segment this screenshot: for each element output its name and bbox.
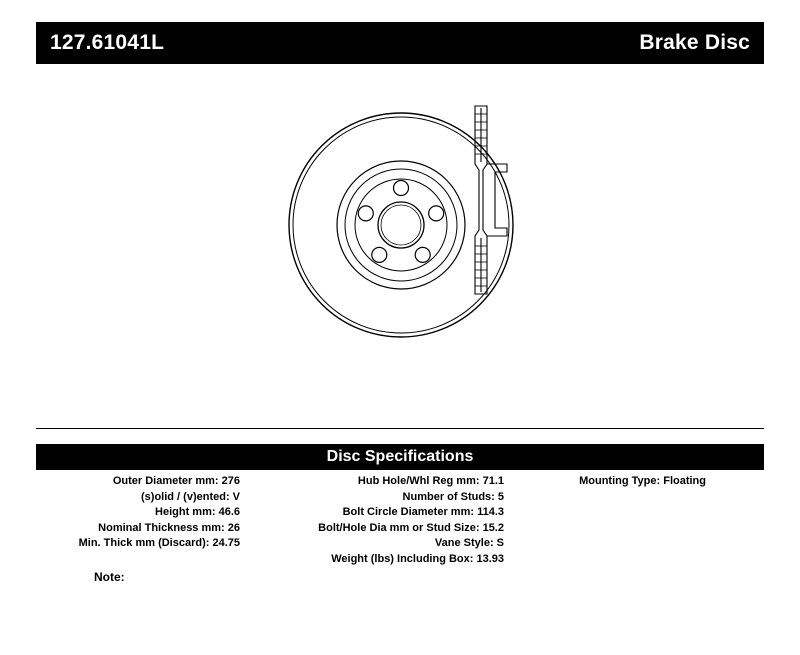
page-title: Brake Disc — [639, 31, 750, 54]
note-label: Note: — [94, 570, 125, 584]
spec-column-left — [36, 474, 252, 552]
header-bar — [36, 22, 764, 64]
spec-item: Bolt/Hole Dia mm or Stud Size: 15.2 — [318, 521, 504, 534]
technical-drawing — [36, 72, 764, 412]
spec-item: Mounting Type: Floating — [579, 475, 706, 487]
disc-specifications-columns — [36, 474, 764, 567]
spec-item: Height mm: 46.6 — [155, 506, 240, 518]
spec-column-right — [512, 474, 764, 490]
spec-item: Number of Studs: 5 — [402, 490, 504, 503]
disc-specifications-bar — [36, 444, 764, 470]
spec-item: Weight (lbs) Including Box: 13.93 — [331, 552, 504, 565]
brake-disc-side-section-view — [461, 100, 531, 305]
spec-item: (s)olid / (v)ented: V — [141, 490, 240, 503]
section-divider — [36, 428, 764, 429]
spec-item: Nominal Thickness mm: 26 — [98, 521, 240, 534]
disc-specifications-title: Disc Specifications — [326, 448, 474, 465]
spec-item: Hub Hole/Whl Reg mm: 71.1 — [357, 475, 504, 487]
spec-item: Min. Thick mm (Discard): 24.75 — [78, 537, 240, 549]
spec-item: Outer Diameter mm: 276 — [112, 475, 240, 487]
spec-column-middle — [252, 474, 512, 567]
note-row — [36, 570, 764, 584]
spec-item: Bolt Circle Diameter mm: 114.3 — [342, 506, 504, 518]
part-number: 127.61041L — [50, 31, 165, 54]
spec-item: Vane Style: S — [434, 537, 504, 549]
